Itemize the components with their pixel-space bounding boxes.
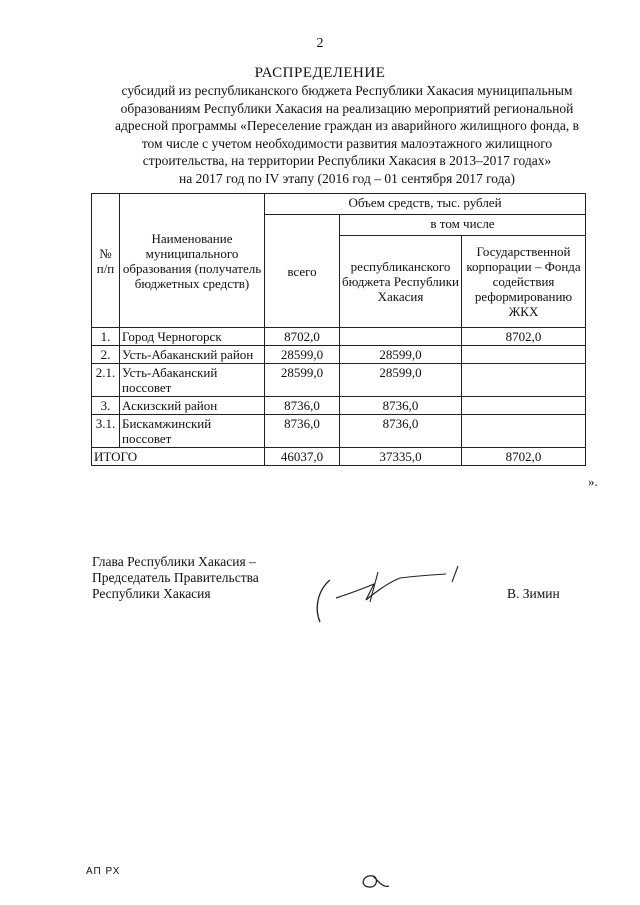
subtitle-line: на 2017 год по IV этапу (2016 год – 01 сентября 2017 года): [179, 170, 515, 186]
position-line: Республики Хакасия: [92, 586, 211, 601]
total-republic: 37335,0: [340, 448, 462, 466]
header-fund: Государственной корпорации – Фонда содействия реформированию ЖКХ: [462, 236, 586, 328]
total-label: ИТОГО: [92, 448, 265, 466]
row-name: Усть-Абаканский поссовет: [120, 364, 265, 397]
table-row: [92, 328, 586, 346]
row-fund: [462, 397, 586, 415]
table-row: [92, 364, 586, 397]
row-num: 3.: [92, 397, 120, 415]
row-total: 28599,0: [265, 364, 340, 397]
row-republic: 28599,0: [340, 364, 462, 397]
row-fund: 8702,0: [462, 328, 586, 346]
table-header-row: [92, 194, 586, 215]
handwritten-initials: [355, 868, 391, 892]
subtitle-line: адресной программы «Переселение граждан из аварийного жилищного фонда, в: [115, 118, 579, 133]
row-name: Аскизский район: [120, 397, 265, 415]
row-total: 28599,0: [265, 346, 340, 364]
row-republic: [340, 328, 462, 346]
row-num: 3.1.: [92, 415, 120, 448]
row-total: 8736,0: [265, 397, 340, 415]
position-line: Глава Республики Хакасия –: [92, 554, 256, 569]
handwritten-signature: [308, 560, 468, 630]
row-num: 2.: [92, 346, 120, 364]
header-total: всего: [265, 215, 340, 328]
subtitle-line: том числе с учетом необходимости развития малоэтажного жилищного: [141, 135, 553, 151]
row-total: 8736,0: [265, 415, 340, 448]
row-republic: 8736,0: [340, 415, 462, 448]
allocation-table: [91, 193, 586, 466]
row-num: 2.1.: [92, 364, 120, 397]
row-republic: 8736,0: [340, 397, 462, 415]
document-subtitle: [82, 82, 612, 187]
closing-quote: ».: [588, 474, 598, 489]
row-name: Бискамжинский поссовет: [120, 415, 265, 448]
footer-code: АП РХ: [86, 866, 121, 877]
subtitle-line: образованиям Республики Хакасия на реализацию мероприятий региональной: [120, 100, 574, 116]
header-republic: республиканского бюджета Республики Хакасия: [340, 236, 462, 328]
row-num: 1.: [92, 328, 120, 346]
header-volume: Объем средств, тыс. рублей: [265, 194, 586, 215]
row-fund: [462, 346, 586, 364]
position-line: Председатель Правительства: [92, 570, 259, 585]
row-name: Город Черногорск: [120, 328, 265, 346]
signer-position: [92, 554, 259, 602]
total-sum: 46037,0: [265, 448, 340, 466]
table-row: [92, 415, 586, 448]
row-fund: [462, 364, 586, 397]
table-row: [92, 397, 586, 415]
document-title: РАСПРЕДЕЛЕНИЕ: [254, 65, 386, 81]
header-including: в том числе: [340, 215, 586, 236]
table-total-row: [92, 448, 586, 466]
subtitle-line: строительства, на территории Республики Хакасия в 2013–2017 годах»: [142, 153, 552, 168]
total-fund: 8702,0: [462, 448, 586, 466]
row-fund: [462, 415, 586, 448]
row-republic: 28599,0: [340, 346, 462, 364]
page-number: 2: [316, 36, 324, 51]
row-name: Усть-Абаканский район: [120, 346, 265, 364]
subtitle-line: субсидий из республиканского бюджета Республики Хакасия муниципальным: [121, 83, 573, 98]
header-name: Наименование муниципального образования (получатель бюджетных средств): [120, 194, 265, 328]
row-total: 8702,0: [265, 328, 340, 346]
signer-name: В. Зимин: [507, 586, 560, 601]
header-num: № п/п: [92, 194, 120, 328]
table-row: [92, 346, 586, 364]
